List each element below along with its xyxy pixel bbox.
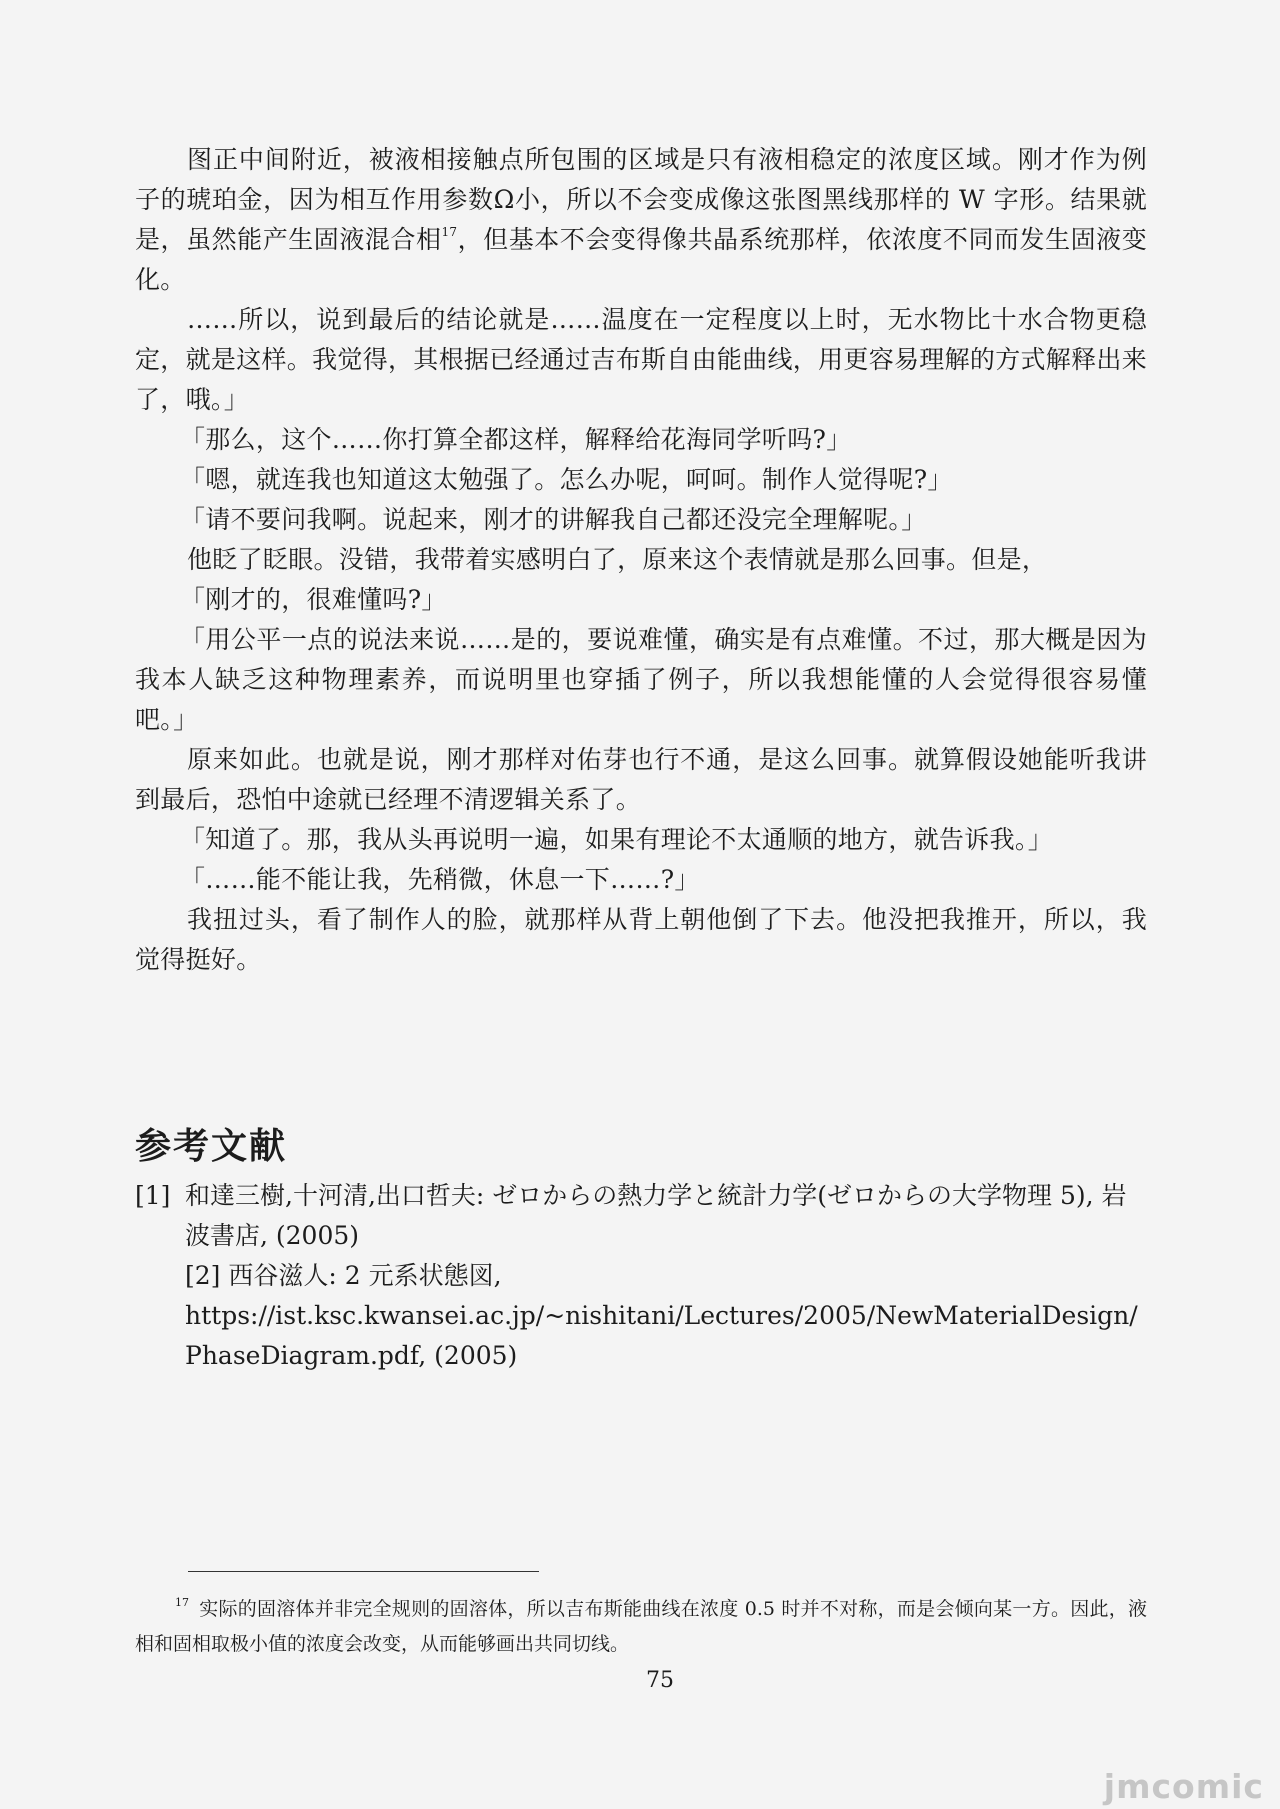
dialogue-line: 「刚才的，很难懂吗?」 <box>180 585 447 614</box>
footnote-text: 实际的固溶体并非完全规则的固溶体，所以吉布斯能曲线在浓度 0.5 时并不对称，而是会倾向某一方。因此，液相和固相取极小值的浓度会改变，从而能够画出共同切线。 <box>135 1598 1147 1655</box>
references-heading: 参考文献 <box>135 1125 288 1167</box>
dialogue-line: 「嗯，就连我也知道这太勉强了。怎么办呢，呵呵。制作人觉得呢?」 <box>180 465 953 494</box>
footnote-ref: 17 <box>441 225 458 239</box>
watermark-logo: jmcomic <box>1103 1767 1264 1806</box>
body-text <box>135 140 1147 980</box>
paragraph: 他眨了眨眼。没错，我带着实感明白了，原来这个表情就是那么回事。但是， <box>187 545 1048 574</box>
footnote-mark: 17 <box>175 1596 189 1609</box>
dialogue-line: 「……能不能让我，先稍微，休息一下……?」 <box>180 865 700 894</box>
paragraph: ……所以，说到最后的结论就是……温度在一定程度以上时，无水物比十水合物更稳定，就是这样。我觉得，其根据已经通过吉布斯自由能曲线，用更容易理解的方式解释出来了，哦。」 <box>135 305 1148 414</box>
footnote <box>135 1592 1147 1662</box>
dialogue-line: 「用公平一点的说法来说……是的，要说难懂，确实是有点难懂。不过，那大概是因为我本人缺乏这种物理素养，而说明里也穿插了例子，所以我想能懂的人会觉得很容易懂吧。」 <box>135 625 1147 734</box>
paragraph: 原来如此。也就是说，刚才那样对佑芽也行不通，是这么回事。就算假设她能听我讲到最后，恐怕中途就已经理不清逻辑关系了。 <box>135 745 1147 814</box>
reference-item <box>135 1176 1147 1256</box>
page-number: 75 <box>646 1668 674 1693</box>
paragraph-text: 图正中间附近，被液相接触点所包围的区域是只有液相稳定的浓度区域。刚才作为例子的琥珀金，因为相互作用参数Ω小，所以不会变成像这张图黑线那样的 W 字形。结果就是，虽然能产生固液混合相 <box>135 145 1147 254</box>
paragraph: 我扭过头，看了制作人的脸，就那样从背上朝他倒了下去。他没把我推开，所以，我觉得挺好。 <box>135 905 1147 974</box>
references-section <box>135 1122 1147 1376</box>
reference-text: 和達三樹,十河清,出口哲夫: ゼロからの熱力学と統計力学(ゼロからの大学物理 5), 岩波書店, (2005) <box>185 1181 1127 1250</box>
dialogue-line: 「请不要问我啊。说起来，刚才的讲解我自己都还没完全理解呢。」 <box>180 505 927 534</box>
footnote-divider <box>188 1571 539 1572</box>
reference-text: [2] 西谷滋人: 2 元系状態図, <box>185 1261 502 1290</box>
paragraph <box>135 140 1147 300</box>
paragraph-text: ，但基本不会变得像共晶系统那样，依浓度不同而发生固液变化。 <box>135 225 1147 294</box>
dialogue-line: 「知道了。那，我从头再说明一遍，如果有理论不太通顺的地方，就告诉我。」 <box>180 825 1054 854</box>
reference-number: [1] <box>135 1181 171 1210</box>
reference-item <box>135 1256 1147 1376</box>
reference-url: https://ist.ksc.kwansei.ac.jp/~nishitani/Lectures/2005/NewMaterialDesign/PhaseDiagram.pdf, (2005) <box>185 1301 1138 1370</box>
dialogue-line: 「那么，这个……你打算全都这样，解释给花海同学听吗?」 <box>180 425 852 454</box>
